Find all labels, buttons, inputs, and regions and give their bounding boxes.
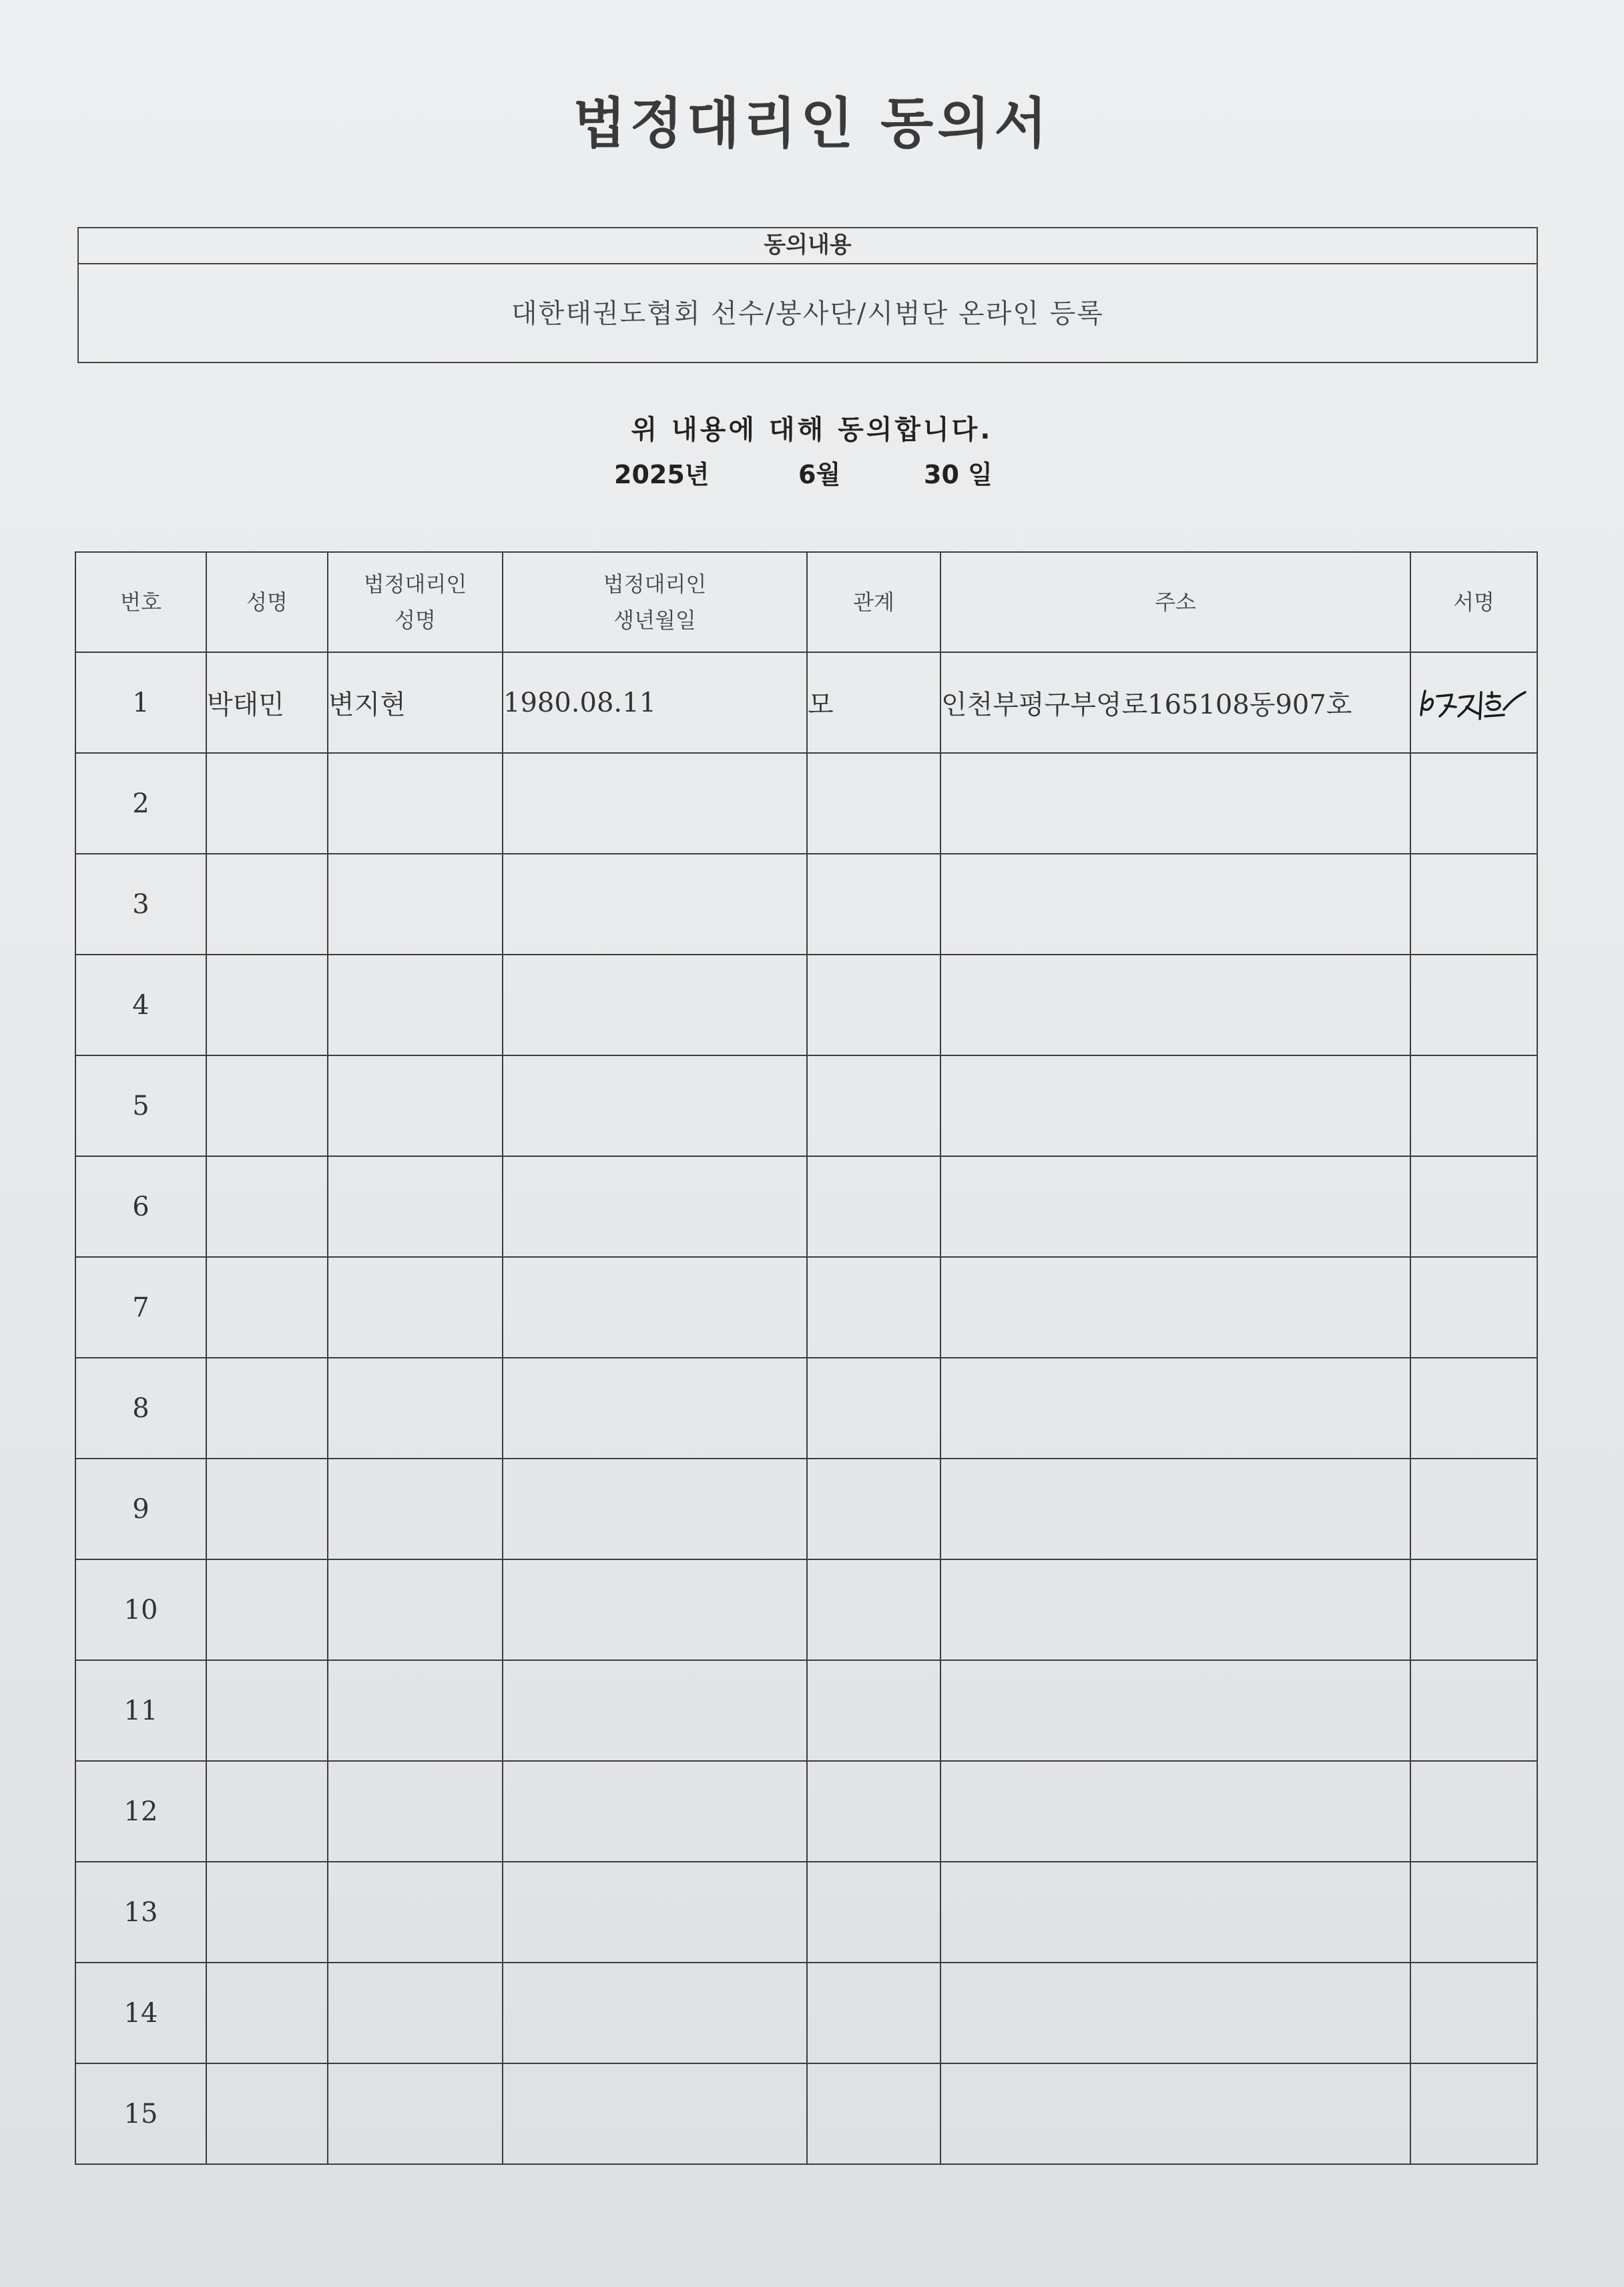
cell-address bbox=[940, 1559, 1410, 1660]
cell-name bbox=[206, 1358, 328, 1459]
cell-name bbox=[206, 1559, 328, 1660]
cell-name bbox=[206, 1257, 328, 1358]
cell-address bbox=[940, 2063, 1410, 2164]
cell-relation bbox=[807, 1055, 940, 1156]
cell-address bbox=[940, 1862, 1410, 1963]
header-name: 성명 bbox=[206, 552, 328, 652]
consent-header: 동의내용 bbox=[79, 228, 1537, 264]
table-row bbox=[75, 1761, 1537, 1862]
cell-relation bbox=[807, 1660, 940, 1761]
cell-guardian-birth bbox=[503, 1559, 807, 1660]
table-header-row bbox=[75, 552, 1537, 652]
cell-guardian-name bbox=[328, 1257, 503, 1358]
table-row bbox=[75, 1559, 1537, 1660]
cell-name: 박태민 bbox=[206, 652, 328, 753]
cell-guardian-birth bbox=[503, 1862, 807, 1963]
date-year: 2025년 bbox=[614, 460, 710, 489]
cell-relation bbox=[807, 1761, 940, 1862]
cell-address bbox=[940, 1459, 1410, 1559]
cell-name bbox=[206, 1963, 328, 2063]
cell-guardian-name bbox=[328, 2063, 503, 2164]
cell-guardian-name bbox=[328, 1559, 503, 1660]
cell-relation bbox=[807, 1862, 940, 1963]
cell-name bbox=[206, 1660, 328, 1761]
cell-signature bbox=[1410, 1559, 1537, 1660]
cell-guardian-birth bbox=[503, 1055, 807, 1156]
cell-name bbox=[206, 1761, 328, 1862]
cell-number: 14 bbox=[75, 1963, 206, 2063]
cell-number: 12 bbox=[75, 1761, 206, 1862]
consent-content: 대한태권도협회 선수/봉사단/시범단 온라인 등록 bbox=[511, 298, 1104, 329]
cell-guardian-name bbox=[328, 1358, 503, 1459]
consent-box bbox=[77, 227, 1538, 363]
header-signature: 서명 bbox=[1410, 552, 1537, 652]
cell-guardian-name bbox=[328, 1459, 503, 1559]
table-row bbox=[75, 854, 1537, 955]
table-row bbox=[75, 1358, 1537, 1459]
header-guardian-name-line2: 성명 bbox=[394, 607, 436, 633]
header-guardian-birth-line1: 법정대리인 bbox=[603, 571, 707, 597]
table-row bbox=[75, 1156, 1537, 1257]
cell-guardian-birth bbox=[503, 1156, 807, 1257]
cell-guardian-birth bbox=[503, 854, 807, 955]
cell-address: 인천부평구부영로165108동907호 bbox=[940, 652, 1410, 753]
cell-address bbox=[940, 1055, 1410, 1156]
cell-number: 11 bbox=[75, 1660, 206, 1761]
table-row bbox=[75, 753, 1537, 854]
cell-signature bbox=[1410, 854, 1537, 955]
cell-name bbox=[206, 1055, 328, 1156]
cell-guardian-birth bbox=[503, 1761, 807, 1862]
cell-number: 4 bbox=[75, 955, 206, 1055]
table-row bbox=[75, 1459, 1537, 1559]
cell-relation bbox=[807, 955, 940, 1055]
header-guardian-name-line1: 법정대리인 bbox=[363, 571, 467, 597]
cell-number: 10 bbox=[75, 1559, 206, 1660]
cell-signature bbox=[1410, 1459, 1537, 1559]
cell-address bbox=[940, 753, 1410, 854]
cell-guardian-birth bbox=[503, 1459, 807, 1559]
table-row bbox=[75, 1660, 1537, 1761]
cell-address bbox=[940, 955, 1410, 1055]
cell-signature bbox=[1410, 1761, 1537, 1862]
cell-guardian-birth bbox=[503, 753, 807, 854]
date-month: 6월 bbox=[798, 460, 841, 489]
cell-signature bbox=[1410, 2063, 1537, 2164]
document-title: 법정대리인 동의서 bbox=[573, 92, 1051, 156]
cell-relation bbox=[807, 753, 940, 854]
table-row bbox=[75, 2063, 1537, 2164]
cell-guardian-birth bbox=[503, 1660, 807, 1761]
cell-number: 9 bbox=[75, 1459, 206, 1559]
cell-name bbox=[206, 1156, 328, 1257]
cell-guardian-name bbox=[328, 854, 503, 955]
table-row bbox=[75, 1963, 1537, 2063]
cell-signature bbox=[1410, 652, 1537, 753]
cell-guardian-name bbox=[328, 1761, 503, 1862]
cell-number: 5 bbox=[75, 1055, 206, 1156]
cell-guardian-name bbox=[328, 753, 503, 854]
cell-relation bbox=[807, 1559, 940, 1660]
table-body bbox=[75, 652, 1537, 2164]
header-guardian-name bbox=[328, 552, 503, 652]
cell-name bbox=[206, 854, 328, 955]
cell-relation bbox=[807, 2063, 940, 2164]
cell-signature bbox=[1410, 1257, 1537, 1358]
header-address: 주소 bbox=[940, 552, 1410, 652]
table-row bbox=[75, 1055, 1537, 1156]
cell-relation bbox=[807, 1257, 940, 1358]
cell-relation bbox=[807, 854, 940, 955]
cell-guardian-name bbox=[328, 1156, 503, 1257]
cell-number: 6 bbox=[75, 1156, 206, 1257]
cell-guardian-name bbox=[328, 1055, 503, 1156]
cell-relation bbox=[807, 1963, 940, 2063]
cell-number: 7 bbox=[75, 1257, 206, 1358]
cell-number: 8 bbox=[75, 1358, 206, 1459]
cell-name bbox=[206, 955, 328, 1055]
cell-signature bbox=[1410, 1358, 1537, 1459]
cell-signature bbox=[1410, 1055, 1537, 1156]
handwritten-signature bbox=[1417, 676, 1531, 730]
cell-name bbox=[206, 1459, 328, 1559]
cell-guardian-birth bbox=[503, 955, 807, 1055]
cell-name bbox=[206, 753, 328, 854]
cell-number: 2 bbox=[75, 753, 206, 854]
cell-signature bbox=[1410, 753, 1537, 854]
cell-name bbox=[206, 2063, 328, 2164]
cell-address bbox=[940, 854, 1410, 955]
header-guardian-birth bbox=[503, 552, 807, 652]
cell-signature bbox=[1410, 955, 1537, 1055]
header-guardian-birth-line2: 생년월일 bbox=[613, 607, 696, 633]
cell-signature bbox=[1410, 1963, 1537, 2063]
cell-guardian-name bbox=[328, 1862, 503, 1963]
cell-relation bbox=[807, 1156, 940, 1257]
cell-address bbox=[940, 1358, 1410, 1459]
cell-number: 15 bbox=[75, 2063, 206, 2164]
cell-guardian-birth bbox=[503, 2063, 807, 2164]
agreement-statement: 위 내용에 대해 동의합니다. bbox=[631, 415, 993, 445]
header-relation: 관계 bbox=[807, 552, 940, 652]
date-day: 30 일 bbox=[924, 460, 993, 489]
cell-relation bbox=[807, 1358, 940, 1459]
cell-guardian-birth bbox=[503, 1358, 807, 1459]
cell-relation bbox=[807, 1459, 940, 1559]
cell-address bbox=[940, 1156, 1410, 1257]
cell-address bbox=[940, 1257, 1410, 1358]
cell-address bbox=[940, 1761, 1410, 1862]
table-row bbox=[75, 1862, 1537, 1963]
cell-number: 13 bbox=[75, 1862, 206, 1963]
cell-name bbox=[206, 1862, 328, 1963]
cell-guardian-name bbox=[328, 1660, 503, 1761]
cell-signature bbox=[1410, 1156, 1537, 1257]
cell-relation: 모 bbox=[807, 652, 940, 753]
cell-guardian-name: 변지현 bbox=[328, 652, 503, 753]
guardian-table bbox=[75, 551, 1538, 2165]
cell-address bbox=[940, 1963, 1410, 2063]
cell-guardian-birth: 1980.08.11 bbox=[503, 652, 807, 753]
table-row bbox=[75, 1257, 1537, 1358]
cell-address bbox=[940, 1660, 1410, 1761]
table-row bbox=[75, 955, 1537, 1055]
header-number: 번호 bbox=[75, 552, 206, 652]
cell-guardian-name bbox=[328, 955, 503, 1055]
cell-guardian-birth bbox=[503, 1257, 807, 1358]
cell-guardian-name bbox=[328, 1963, 503, 2063]
cell-guardian-birth bbox=[503, 1963, 807, 2063]
cell-number: 1 bbox=[75, 652, 206, 753]
table-row bbox=[75, 652, 1537, 753]
cell-signature bbox=[1410, 1862, 1537, 1963]
cell-number: 3 bbox=[75, 854, 206, 955]
cell-signature bbox=[1410, 1660, 1537, 1761]
